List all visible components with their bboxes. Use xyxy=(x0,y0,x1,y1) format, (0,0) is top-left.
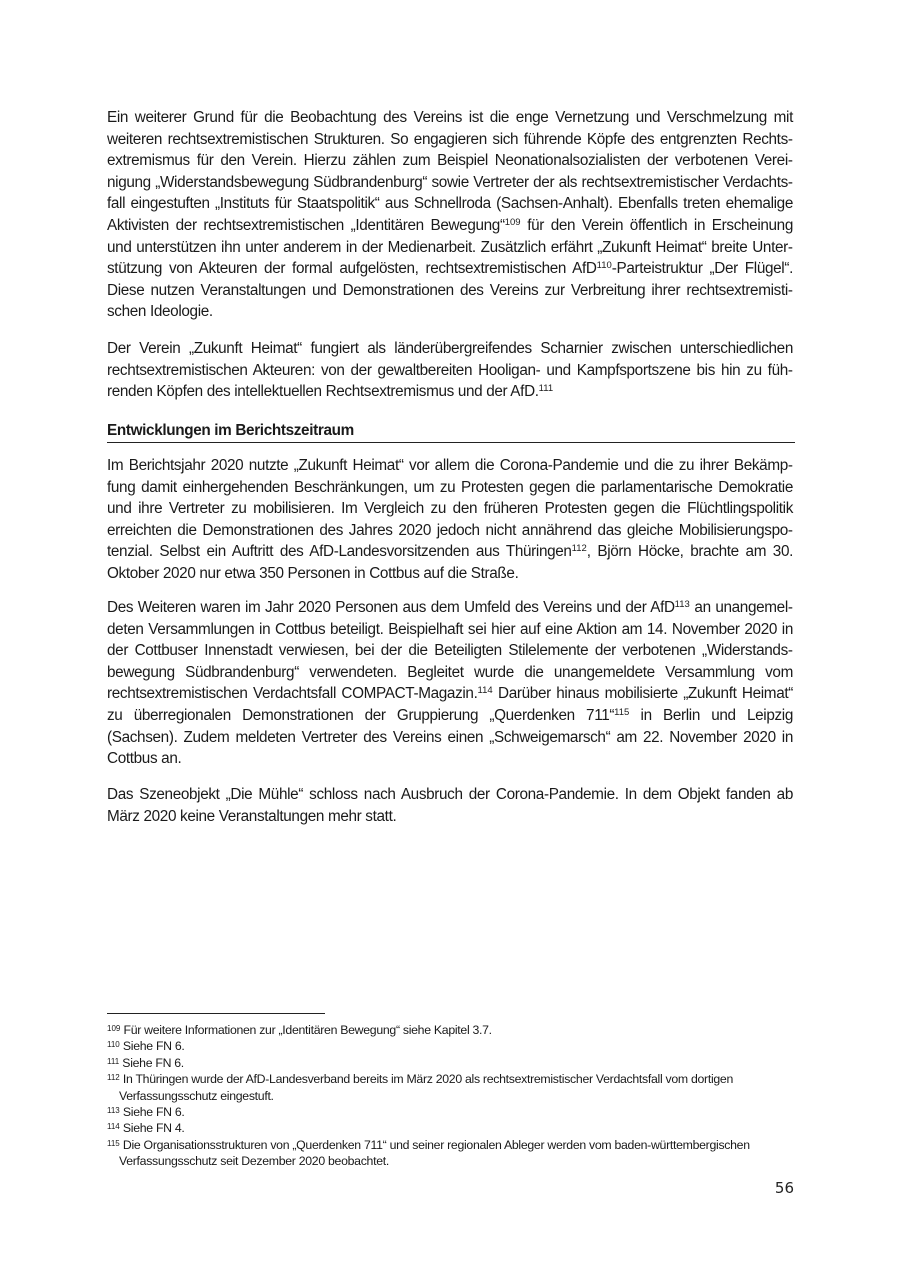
footnote-ref-115[interactable]: 115 xyxy=(614,706,630,718)
paragraph-text: Der Verein „Zukunft Heimat“ fungiert als länderübergreifendes Scharnier zwischen unterschiedlichen rechtsextremistischen Akteuren: von der gewaltbereiten Hooligan- und Kampfsportszene bis hin zu führenden Köpfen des intellektuellen Rechtsextremismus und der AfD. xyxy=(107,340,793,401)
footnote-separator xyxy=(107,1013,325,1014)
paragraph-verein-vernetzung xyxy=(107,107,793,323)
paragraph-berichtsjahr xyxy=(107,455,793,585)
paragraph-text: Des Weiteren waren im Jahr 2020 Personen aus dem Umfeld des Vereins und der AfD xyxy=(107,599,675,616)
footnote-110: $^{110}$ Siehe FN 6. xyxy=(107,1039,185,1054)
paragraph-text: , Björn Höcke, brachte am 30. Oktober 2020 nur etwa 350 Personen in Cottbus auf die Straße. xyxy=(107,543,794,582)
footnote-112: $^{112}$ In Thüringen wurde der AfD-Landesverband bereits im März 2020 als rechtsextremistischer Verdachtsfall vom dortigen Verfassungsschutz eingestuft. xyxy=(107,1072,733,1103)
paragraph-versammlungen xyxy=(107,597,793,770)
footnote-111: $^{111}$ Siehe FN 6. xyxy=(107,1055,184,1070)
paragraph-muehle xyxy=(107,784,793,827)
paragraph-text: für den Verein öffentlich in Erscheinung und unterstützen ihn unter anderem in der Medienarbeit. Zusätzlich erfährt „Zukunft Heimat“ breite Unterstützung von Akteuren der formal aufgelösten, rechtsextremistischen AfD xyxy=(107,216,793,278)
paragraph-scharnier xyxy=(107,338,793,403)
page-number: 56 xyxy=(774,1179,794,1197)
footnote-113: $^{113}$ Siehe FN 6. xyxy=(107,1105,185,1120)
section-heading: Entwicklungen im Berichtszeitraum xyxy=(107,421,795,443)
footnote-ref-112[interactable]: 112 xyxy=(571,543,587,555)
footnote-115: $^{115}$ Die Organisationsstrukturen von „Querdenken 711“ und seiner regionalen Ableger werden vom baden-württembergischen Verfassungsschutz seit Dezember 2020 beobachtet. xyxy=(107,1137,750,1169)
paragraph-text: in Berlin und Leipzig (Sachsen). Zudem meldeten Vertreter des Vereins einen „Schweigemarsch“ am 22. November 2020 in Cottbus an. xyxy=(107,706,793,768)
paragraph-text: Ein weiterer Grund für die Beobachtung des Vereins ist die enge Vernetzung und Verschmelzung mit weiteren rechtsextremistischen Strukturen. So engagieren sich führende Köpfe des entgrenzten Rechtsextremismus für den Verein. Hierzu zählen zum Beispiel Neonationalsozialisten der verbotenen Vereinigung „Widerstandsbewegung Südbrandenburg“ sowie Vertreter der als rechtsextremistischer Verdachtsfall eingestuften „Instituts für Staatspolitik“ aus Schnellroda (Sachsen-Anhalt). Ebenfalls treten ehemalige Aktivisten der rechtsextremistischen „Identitären Bewegung“ xyxy=(107,109,793,234)
footnote-114: $^{114}$ Siehe FN 4. xyxy=(107,1121,185,1136)
paragraph-text: Im Berichtsjahr 2020 nutzte „Zukunft Heimat“ vor allem die Corona-Pandemie und die zu ihrer Bekämpfung damit einhergehenden Beschränkungen, um zu Protesten gegen die parlamentarische Demokratie und ihre Vertreter zu mobilisieren. Im Vergleich zu den früheren Protesten gegen die Flüchtlingspolitik erreichten die Demonstrationen des Jahres 2020 jedoch nicht annährend das gleiche Mobilisierungspotenzial. Selbst ein Auftritt des AfD-Landesvorsitzenden aus Thüringen xyxy=(107,457,793,561)
footnote-ref-110[interactable]: 110 xyxy=(596,260,612,272)
paragraph-text: an unangemeldeten Versammlungen in Cottbus beteiligt. Beispielhaft sei hier auf eine Aktion am 14. November 2020 in der Cottbuser Innenstadt verwiesen, bei der die Beteiligten Stilelemente der verbotenen „Widerstandsbewegung Südbrandenburg“ verwendeten. Begleitet wurde die unangemeldete Versammlung vom rechtsextremistischen Verdachtsfall COMPACT-Magazin. xyxy=(107,599,793,703)
footnote-ref-113[interactable]: 113 xyxy=(674,599,690,610)
paragraph-text: -Parteistruktur „Der Flügel“. Diese nutzen Veranstaltungen und Demonstrationen des Vereins zur Verbreitung ihrer rechtsextremistischen Ideologie. xyxy=(107,260,794,321)
footnote-ref-114[interactable]: 114 xyxy=(477,685,493,697)
footnote-109: $^{109}$ Für weitere Informationen zur „Identitären Bewegung“ siehe Kapitel 3.7. xyxy=(107,1023,492,1037)
paragraph-text: Das Szeneobjekt „Die Mühle“ schloss nach Ausbruch der Corona-Pandemie. In dem Objekt fanden ab März 2020 keine Veranstaltungen mehr statt. xyxy=(107,786,793,825)
footnote-ref-109[interactable]: 109 xyxy=(504,216,521,228)
footnote-ref-111[interactable]: 111 xyxy=(538,383,554,395)
footnotes xyxy=(107,1022,797,1170)
paragraph-text: Darüber hinaus mobilisierte „Zukunft Heimat“ zu überregionalen Demonstrationen der Gruppierung „Querdenken 711“ xyxy=(107,685,793,724)
